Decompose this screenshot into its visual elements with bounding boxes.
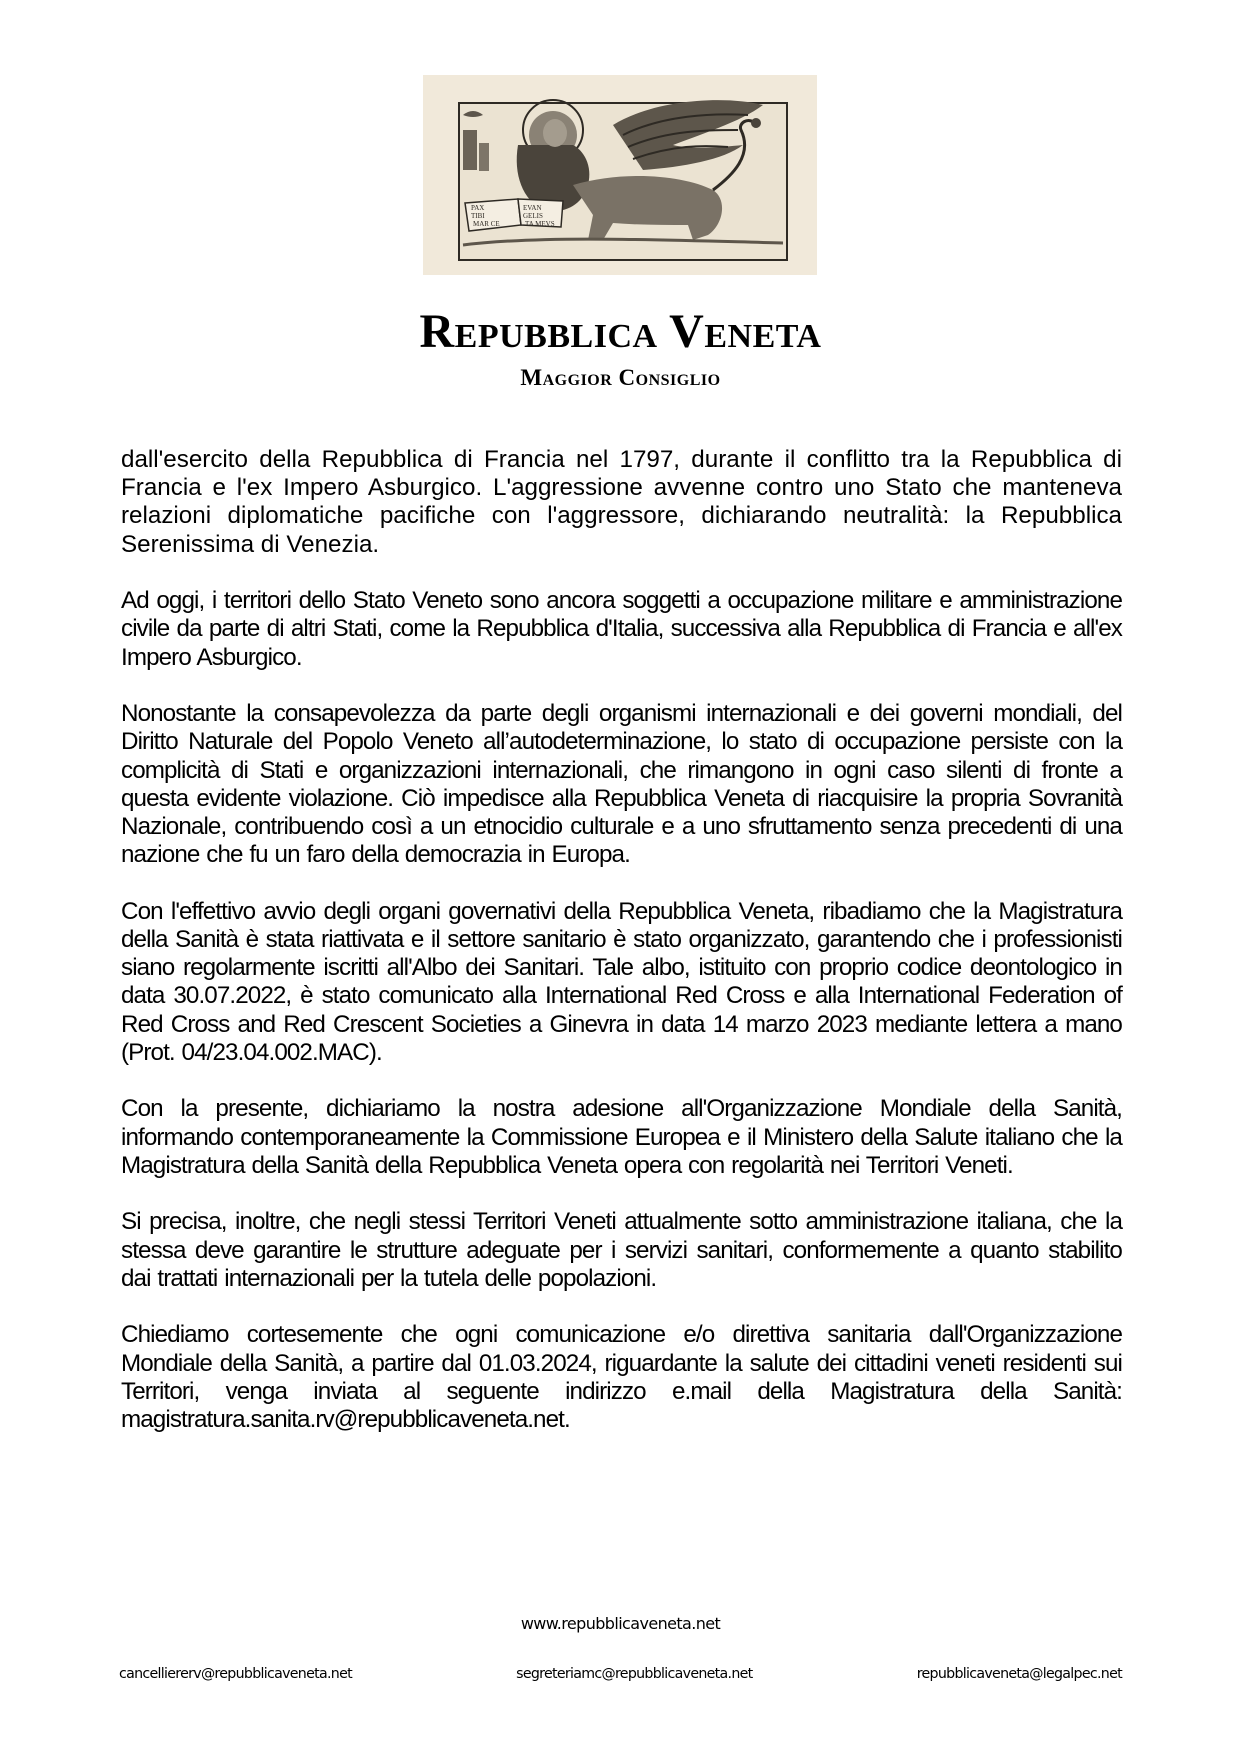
paragraph: Ad oggi, i territori dello Stato Veneto sono ancora soggetti a occupazione militare e amministrazione civile da parte di altri Stati, come la Repubblica d'Italia, successiva alla Repubblica di Francia e all'ex Impero Asburgico. <box>121 587 1122 671</box>
footer-website-link[interactable]: www.repubblicaveneta.net <box>520 1614 721 1633</box>
winged-lion-of-saint-mark-icon <box>423 75 817 275</box>
footer-email-segreteria[interactable]: segreteriamc@repubblicaveneta.net <box>516 1666 753 1682</box>
paragraph: Nonostante la consapevolezza da parte degli organismi internazionali e dei governi mondiali, del Diritto Naturale del Popolo Veneto all’autodeterminazione, lo stato di occupazione persiste con la complicità di Stati e organizzazioni internazionali, che rimangono in ogni caso silenti di fronte a questa evidente violazione. Ciò impedisce alla Repubblica Veneta di riacquisire la propria Sovranità Nazionale, contribuendo così a un etnocidio culturale e a uno sfruttamento senza precedenti di una nazione che fu un faro della democrazia in Europa. <box>121 700 1122 869</box>
paragraph: Con l'effettivo avvio degli organi governativi della Repubblica Veneta, ribadiamo che la Magistratura della Sanità è stata riattivata e il settore sanitario è stato organizzato, garantendo che i professionisti siano regolarmente iscritti all'Albo dei Sanitari. Tale albo, istituito con proprio codice deontologico in data 30.07.2022, è stato comunicato alla International Red Cross e alla International Federation of Red Cross and Red Crescent Societies a Ginevra in data 14 marzo 2023 mediante lettera a mano (Prot. 04/23.04.002.MAC). <box>121 897 1122 1066</box>
paragraph: Si precisa, inoltre, che negli stessi Territori Veneti attualmente sotto amministrazione italiana, che la stessa deve garantire le strutture adeguate per i servizi sanitari, conformemente a quanto stabilito dai trattati internazionali per la tutela delle popolazioni. <box>121 1208 1122 1292</box>
paragraph: Con la presente, dichiariamo la nostra adesione all'Organizzazione Mondiale della Sanità, informando contemporaneamente la Commissione Europea e il Ministero della Salute italiano che la Magistratura della Sanità della Repubblica Veneta opera con regolarità nei Territori Veneti. <box>121 1095 1122 1179</box>
page-title: Repubblica Veneta <box>419 305 822 358</box>
page-subtitle: Maggior Consiglio <box>520 365 721 390</box>
letter-body <box>121 446 1122 1463</box>
footer-email-cancelleria[interactable]: cancelliererv@repubblicaveneta.net <box>119 1666 352 1682</box>
paragraph: dall'esercito della Repubblica di Francia nel 1797, durante il conflitto tra la Repubblica di Francia e l'ex Impero Asburgico. L'aggressione avvenne contro uno Stato che manteneva relazioni diplomatiche pacifiche con l'aggressore, dichiarando neutralità: la Repubblica Serenissima di Venezia. <box>121 446 1122 558</box>
footer-email-pec[interactable]: repubblicaveneta@legalpec.net <box>916 1666 1122 1682</box>
svg-text:EVAN: EVAN <box>523 204 542 212</box>
paragraph: Chiediamo cortesemente che ogni comunicazione e/o direttiva sanitaria dall'Organizzazione Mondiale della Sanità, a partire dal 01.03.2024, riguardante la salute dei cittadini veneti residenti sui Territori, venga inviata al seguente indirizzo e.mail della Magistratura della Sanità: magistratura.sanita.rv@repubblicaveneta.net. <box>121 1321 1122 1434</box>
svg-text:MAR CE: MAR CE <box>473 220 500 228</box>
svg-text:GELIS: GELIS <box>523 212 543 220</box>
svg-text:PAX: PAX <box>471 204 485 212</box>
svg-text:TIBI: TIBI <box>471 212 485 220</box>
footer-contacts <box>119 1666 1122 1682</box>
svg-text:TA MEVS: TA MEVS <box>525 220 555 228</box>
